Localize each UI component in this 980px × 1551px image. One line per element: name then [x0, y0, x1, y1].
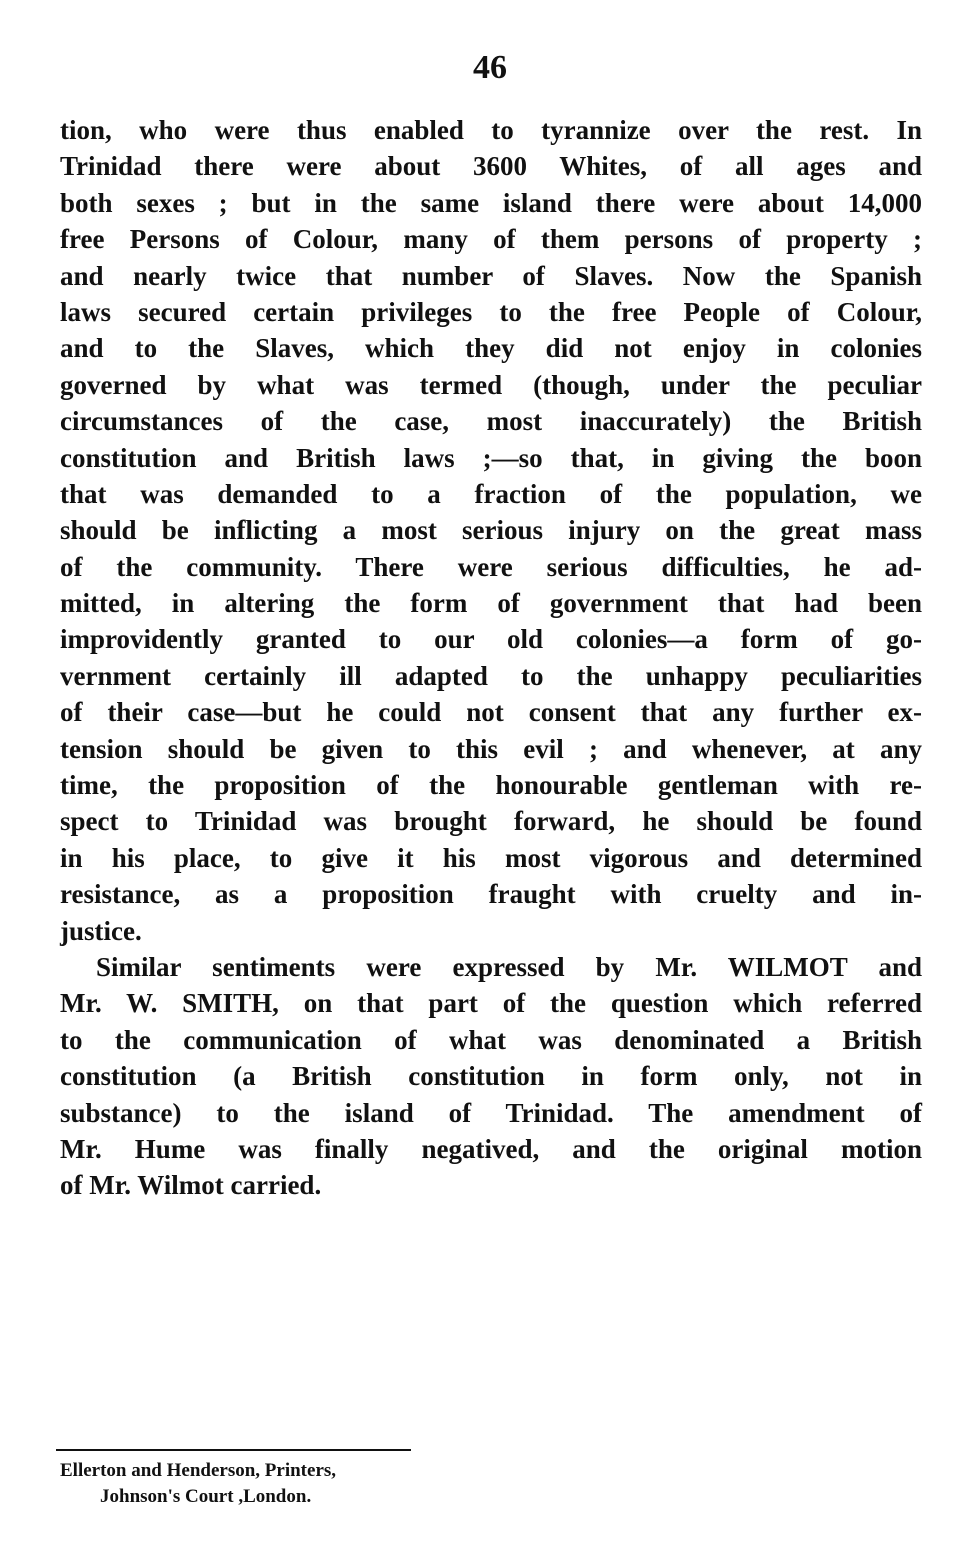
text-line: tension should be given to this evil ; and whenever, at any	[60, 733, 922, 764]
text-line: Mr. Hume was finally negatived, and the original motion	[60, 1133, 922, 1164]
text-line: constitution and British laws ;—so that, in giving the boon	[60, 442, 922, 473]
text-line: resistance, as a proposition fraught with cruelty and in-	[60, 879, 922, 910]
text-line: time, the proposition of the honourable gentleman with re-	[60, 770, 922, 801]
page-number: 46	[473, 49, 507, 86]
text-line: and to the Slaves, which they did not enjoy in colonies	[60, 333, 922, 364]
text-line: both sexes ; but in the same island there were about 14,000	[60, 187, 922, 218]
text-line: substance) to the island of Trinidad. The amendment of	[60, 1097, 922, 1128]
text-line: vernment certainly ill adapted to the unhappy peculiarities	[60, 660, 922, 691]
text-line: in his place, to give it his most vigorous and determined	[60, 842, 922, 873]
body-text	[60, 112, 922, 1204]
text-line: of Mr. Wilmot carried.	[60, 1170, 322, 1201]
text-line: free Persons of Colour, many of them persons of property ;	[60, 224, 922, 255]
imprint-line: Ellerton and Henderson, Printers,	[60, 1460, 337, 1481]
text-line: tion, who were thus enabled to tyrannize over the rest. In	[60, 115, 922, 145]
text-line: improvidently granted to our old colonies—a form of go-	[60, 624, 922, 655]
text-line: of their case—but he could not consent that any further ex-	[60, 697, 922, 728]
text-line: constitution (a British constitution in form only, not in	[60, 1061, 922, 1092]
text-line: circumstances of the case, most inaccurately) the British	[60, 406, 922, 437]
text-line: spect to Trinidad was brought forward, he should be found	[60, 806, 922, 837]
printer-imprint	[60, 1458, 480, 1510]
text-line: justice.	[60, 915, 142, 946]
text-line: of the community. There were serious difficulties, he ad-	[60, 551, 922, 582]
text-line: to the communication of what was denominated a British	[60, 1024, 922, 1055]
text-line: Mr. W. SMITH, on that part of the question which referred	[60, 988, 922, 1019]
text-line: and nearly twice that number of Slaves. Now the Spanish	[60, 260, 922, 291]
text-line: mitted, in altering the form of government that had been	[60, 588, 922, 619]
paragraph-2	[60, 949, 922, 1204]
text-line: that was demanded to a fraction of the population, we	[60, 478, 922, 509]
text-line: should be inflicting a most serious injury on the great mass	[60, 515, 922, 546]
text-line: Similar sentiments were expressed by Mr. WILMOT and	[96, 951, 922, 982]
footer-rule	[56, 1449, 411, 1451]
text-line: Trinidad there were about 3600 Whites, of all ages and	[60, 151, 922, 182]
text-line: laws secured certain privileges to the free People of Colour,	[60, 296, 922, 327]
imprint-line: Johnson's Court ,London.	[100, 1486, 312, 1507]
paragraph-1	[60, 112, 922, 949]
text-line: governed by what was termed (though, under the peculiar	[60, 369, 922, 400]
